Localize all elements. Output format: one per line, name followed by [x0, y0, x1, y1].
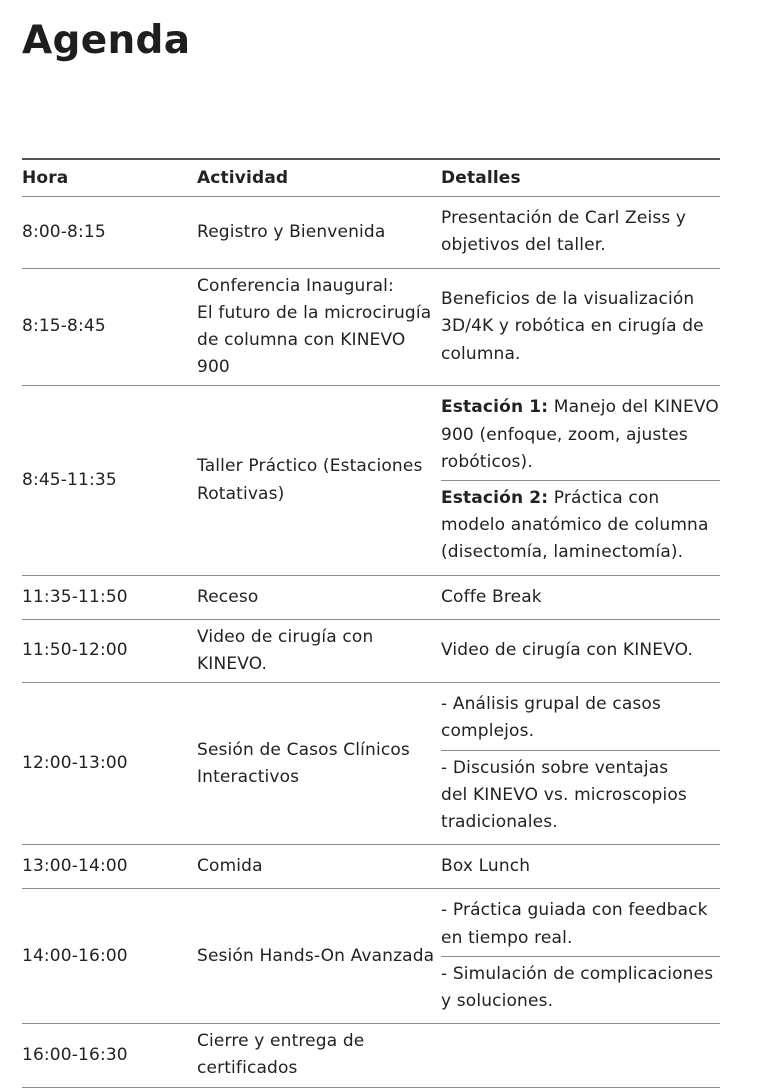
agenda-body: [22, 197, 720, 1087]
table-row: [22, 386, 720, 575]
table-row: [22, 575, 720, 619]
detalle-text: Beneficios de la visualización 3D/4K y robótica en cirugía de columna.: [441, 289, 704, 364]
column-header-detalles: Detalles: [441, 159, 720, 197]
detalle-item: [441, 956, 720, 1019]
table-row: [22, 845, 720, 889]
detalle-label: Estación 1:: [441, 397, 549, 418]
actividad-cell: Sesión Hands-On Avanzada: [197, 889, 441, 1024]
detalle-item: [441, 480, 720, 571]
detalle-text: - Discusión sobre ventajas del KINEVO vs. microscopios tradicionales.: [441, 757, 687, 833]
detalles-cell: [441, 845, 720, 889]
detalle-label: Estación 2:: [441, 488, 549, 509]
actividad-cell: Video de cirugía con KINEVO.: [197, 619, 441, 682]
page-title: Agenda: [22, 18, 191, 63]
detalle-item: [441, 201, 720, 263]
table-row: [22, 1024, 720, 1087]
actividad-cell: Taller Práctico (Estaciones Rotativas): [197, 386, 441, 575]
detalle-item: [441, 893, 720, 955]
detalles-cell: [441, 575, 720, 619]
actividad-cell: Receso: [197, 575, 441, 619]
detalle-text: Manejo del KINEVO 900 (enfoque, zoom, ajustes robóticos).: [441, 397, 719, 472]
hora-cell: 8:45-11:35: [22, 386, 197, 575]
column-header-hora: Hora: [22, 159, 197, 197]
detalle-text: Video de cirugía con KINEVO.: [441, 640, 694, 661]
hora-cell: 11:35-11:50: [22, 575, 197, 619]
detalles-cell: [441, 268, 720, 386]
detalle-text: Box Lunch: [441, 856, 531, 877]
actividad-cell: Sesión de Casos Clínicos Interactivos: [197, 683, 441, 845]
detalles-cell: [441, 683, 720, 845]
detalles-cell: [441, 386, 720, 575]
hora-cell: 8:00-8:15: [22, 197, 197, 268]
actividad-cell: Cierre y entrega de certificados: [197, 1024, 441, 1087]
detalle-text: - Práctica guiada con feedback en tiempo real.: [441, 900, 708, 948]
table-row: [22, 683, 720, 845]
detalles-cell: [441, 619, 720, 682]
hora-cell: 14:00-16:00: [22, 889, 197, 1024]
actividad-cell: Registro y Bienvenida: [197, 197, 441, 268]
table-row: [22, 268, 720, 386]
column-header-actividad: Actividad: [197, 159, 441, 197]
detalle-item: [441, 687, 720, 749]
detalle-item: [441, 633, 720, 668]
detalle-item: [441, 390, 720, 480]
detalle-item: [441, 750, 720, 841]
table-row: [22, 619, 720, 682]
detalles-cell: [441, 1024, 720, 1087]
hora-cell: 8:15-8:45: [22, 268, 197, 386]
detalle-item: [441, 282, 720, 372]
detalle-text: Presentación de Carl Zeiss y objetivos del taller.: [441, 208, 687, 256]
detalle-item: [441, 580, 720, 615]
actividad-cell: Conferencia Inaugural: El futuro de la microcirugía de columna con KINEVO 900: [197, 268, 441, 386]
hora-cell: 16:00-16:30: [22, 1024, 197, 1087]
detalles-cell: [441, 197, 720, 268]
actividad-cell: Comida: [197, 845, 441, 889]
detalles-cell: [441, 889, 720, 1024]
detalle-item: [441, 849, 720, 884]
table-row: [22, 197, 720, 268]
hora-cell: 13:00-14:00: [22, 845, 197, 889]
detalle-text: - Simulación de complicaciones y soluciones.: [441, 963, 714, 1012]
detalle-text: Práctica con modelo anatómico de columna (disectomía, laminectomía).: [441, 488, 709, 563]
detalle-text: - Análisis grupal de casos complejos.: [441, 694, 661, 742]
hora-cell: 11:50-12:00: [22, 619, 197, 682]
hora-cell: 12:00-13:00: [22, 683, 197, 845]
table-header-row: [22, 159, 720, 197]
table-row: [22, 889, 720, 1024]
agenda-table: [22, 158, 720, 1088]
detalle-text: Coffe Break: [441, 586, 542, 607]
